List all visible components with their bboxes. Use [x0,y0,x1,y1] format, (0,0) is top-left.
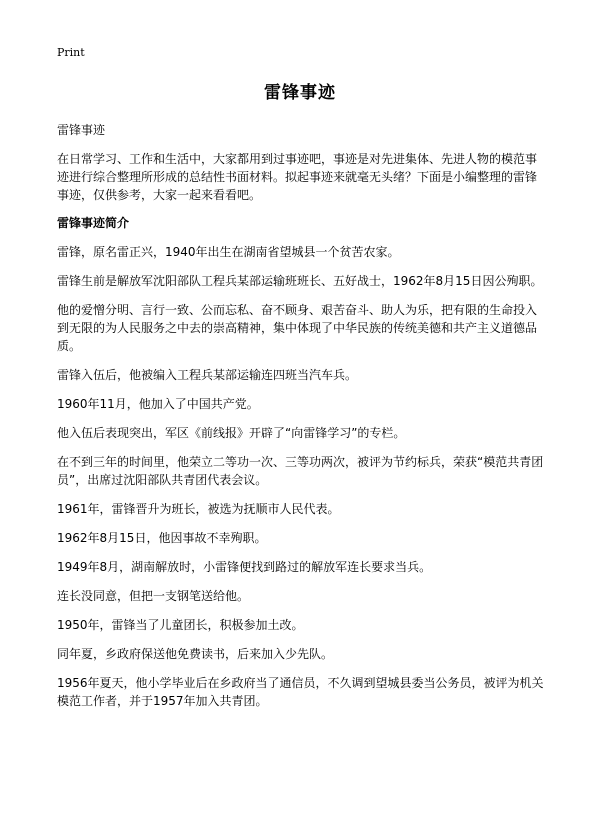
print-link[interactable]: Print [57,46,85,59]
body-paragraph: 1956年夏天，他小学毕业后在乡政府当了通信员，不久调到望城县委当公务员，被评为机关模范工作者，并于1957年加入共青团。 [57,676,544,708]
body-paragraph: 他入伍后表现突出，军区《前线报》开辟了“向雷锋学习”的专栏。 [57,426,406,440]
section-heading: 雷锋事迹简介 [57,216,130,230]
body-paragraph: 1950年，雷锋当了儿童团长，积极参加土改。 [57,618,304,632]
document-title: 雷锋事迹 [264,83,336,103]
intro-paragraph: 在日常学习、工作和生活中，大家都用到过事迹吧，事迹是对先进集体、先进人物的模范事迹进行综合整理所形成的总结性书面材料。拟起事迹来就毫无头绪？下面是小编整理的雷锋事迹，仅供参考，大家一起来看看吧。 [57,152,538,202]
body-paragraph: 同年夏，乡政府保送他免费读书，后来加入少先队。 [57,647,334,661]
body-paragraph: 1961年，雷锋晋升为班长，被选为抚顺市人民代表。 [57,502,340,516]
body-paragraph: 1962年8月15日，他因事故不幸殉职。 [57,531,267,545]
body-paragraph: 连长没同意，但把一支钢笔送给他。 [57,589,250,603]
body-paragraph: 雷锋入伍后，他被编入工程兵某部运输连四班当汽车兵。 [57,368,358,382]
body-paragraph: 在不到三年的时间里，他荣立二等功一次、三等功两次，被评为节约标兵，荣获“模范共青团员”，出席过沈阳部队共青团代表会议。 [57,455,544,487]
body-paragraph: 1960年11月，他加入了中国共产党。 [57,397,259,411]
body-paragraph: 雷锋，原名雷正兴，1940年出生在湖南省望城县一个贫苦农家。 [57,245,400,259]
body-paragraph: 1949年8月，湖南解放时，小雷锋便找到路过的解放军连长要求当兵。 [57,560,432,574]
body-paragraph: 雷锋生前是解放军沈阳部队工程兵某部运输班班长、五好战士，1962年8月15日因公殉职。 [57,274,543,288]
document-body [57,121,548,721]
body-paragraph: 他的爱憎分明、言行一致、公而忘私、奋不顾身、艰苦奋斗、助人为乐，把有限的生命投入到无限的为人民服务之中去的崇高精神，集中体现了中华民族的传统美德和共产主义道德品质。 [57,303,538,353]
document-subtitle: 雷锋事迹 [57,123,106,137]
